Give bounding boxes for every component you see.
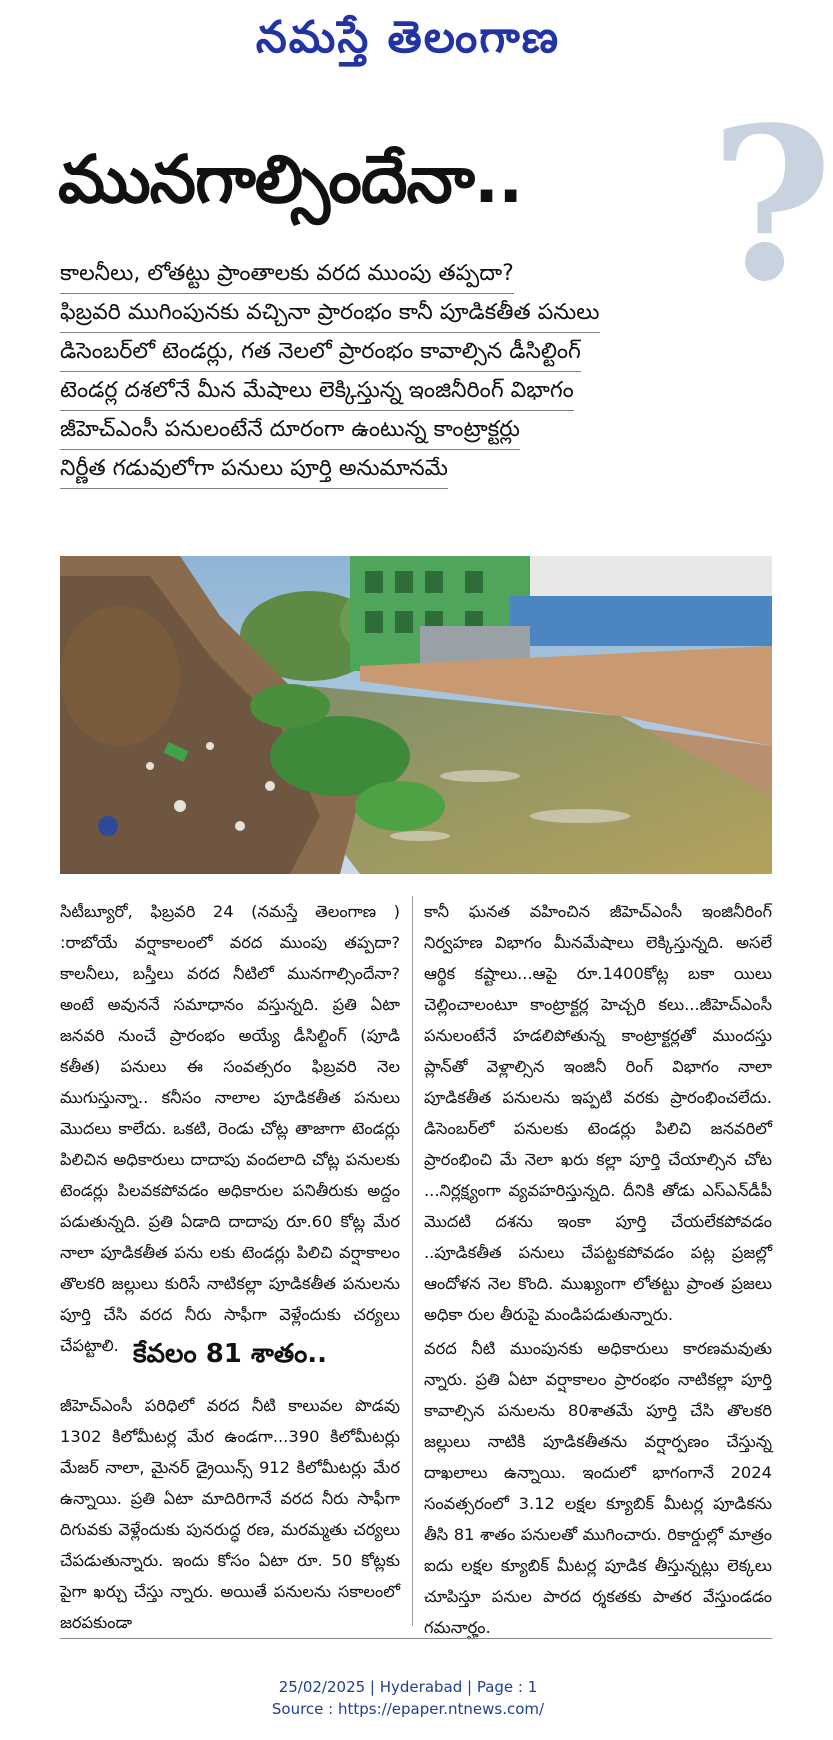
article-paragraph: కానీ ఘనత వహించిన జీహెచ్‌ఎంసీ ఇంజినీరింగ్ నిర్వహణ విభాగం మీనమేషాలు లెక్కిస్తున్నది. అసలే ఆర్థిక కష్టాలు...ఆపై రూ.1400కోట్ల బకా యిలు చెల్లించాలంటూ కాంట్రాక్టర్ల హెచ్చరి కలు...జీహెచ్‌ఎంసీ పనులంటేనే హడలిపోతున్న కాంట్రాక్టర్లతో ముందస్తు ప్లాన్‌తో వెళ్లాల్సిన ఇంజినీ రింగ్ విభాగం నాలా పూడికతీత పనులను ఇప్పటి వరకు ప్రారంభించలేదు. డిసెంబర్‌లో పనులకు టెండర్లు పిలిచి జనవరిలో ప్రారంభించి మే నెలా ఖరు కల్లా పూర్తి చేయాల్సిన చోట ...నిర్లక్ష్యంగా వ్యవహరిస్తున్నది. దీనికి తోడు ఎస్‌ఎన్‌డీపీ మొదటి దశను ఇంకా పూర్తి చేయలేకపోవడం ..పూడికతీత పనులు చేపట్టకపోవడం పట్ల ప్రజల్లో ఆందోళన నెల కొంది. ముఖ్యంగా లోతట్టు ప్రాంత ప్రజలు అధికా రుల తీరుపై మండిపడుతున్నారు. xyxy=(424,902,772,1324)
footer-divider xyxy=(60,1638,772,1639)
masthead: నమస్తే తెలంగాణ xyxy=(255,12,561,63)
headline: మునగాల్సిందేనా.. xyxy=(58,141,523,218)
article-paragraph: జీహెచ్‌ఎంసీ పరిధిలో వరద నీటి కాలువల పొడవు 1302 కిలోమీటర్ల మేర ఉండగా...390 కిలోమీటర్లు మేజర్ నాలా, మైనర్ డ్రైయిన్స్ 912 కిలోమీటర్లు మేర ఉన్నాయి. ప్రతి ఏటా మాదిరిగానే వరద నీరు సాఫీగా దిగువకు వెళ్లేందుకు పునరుద్ధ రణ, మరమ్మతు చర్యలు చేపడుతున్నారు. ఇందు కోసం ఏటా రూ. 50 కోట్లకు పైగా ఖర్చు చేస్తు న్నారు. అయితే పనులను సకాలంలో జరపకుండా xyxy=(60,1396,400,1632)
deck-line: జీహెచ్‌ఎంసీ పనులంటేనే దూరంగా ఉంటున్న కాంట్రాక్టర్లు xyxy=(60,411,520,450)
subheading: కేవలం 81 శాతం.. xyxy=(132,1339,328,1369)
canal-photo xyxy=(60,556,772,874)
article-column-right xyxy=(424,896,772,1330)
deck-line: డిసెంబర్‌లో టెండర్లు, గత నెలలో ప్రారంభం కావాల్సిన డీసిల్టింగ్ xyxy=(60,333,581,372)
deck-line: నిర్ణీత గడువులోగా పనులు పూర్తి అనుమానమే xyxy=(60,450,448,489)
column-divider xyxy=(412,896,413,1626)
article-paragraph: వరద నీటి ముంపునకు అధికారులు కారణమవుతు న్నారు. ప్రతి ఏటా వర్షాకాలం ప్రారంభం నాటికల్లా పూర్తి కావాల్సిన పనులను 80శాతమే పూర్తి చేసి తొలకరి జల్లులు నాటికి పూడికతీతను వర్షార్పణం చేస్తున్న దాఖలాలు ఉన్నాయి. ఇందులో భాగంగానే 2024 సంవత్సరంలో 3.12 లక్షల క్యూబిక్ మీటర్ల పూడికను తీసి 81 శాతం పనులతో ముగించారు. రికార్డుల్లో మాత్రం ఐదు లక్షల క్యూబిక్ మీటర్ల పూడిక తీస్తున్నట్లు లెక్కలు చూపిస్తూ పనుల పారద ర్శకతకు పాతర వేస్తుండడం గమనార్హం. xyxy=(424,1339,772,1637)
deck-line: టెండర్ల దశలోనే మీన మేషాలు లెక్కిస్తున్న ఇంజినీరింగ్ విభాగం xyxy=(60,372,574,411)
question-mark-graphic: ? xyxy=(710,81,833,328)
article-column-left-lower xyxy=(60,1390,400,1638)
article-paragraph: సిటీబ్యూరో, ఫిబ్రవరి 24 (నమస్తే తెలంగాణ ) :రాబోయే వర్షాకాలంలో వరద ముంపు తప్పదా? కాలనీలు, బస్తీలు వరద నీటిలో మునగాల్సిందేనా? అంటే అవుననే సమాధానం వస్తున్నది. ప్రతి ఏటా జనవరి నుంచే ప్రారంభం అయ్యే డీసిల్టింగ్ (పూడి కతీత) పనులు ఈ సంవత్సరం ఫిబ్రవరి నెల ముగుస్తున్నా.. కనీసం నాలాల పూడికతీత పనులు మొదలు కాలేదు. ఒకటి, రెండు చోట్ల తాజాగా టెండర్లు పిలిచిన అధికారులు దాదాపు వందలాది చోట్ల పనులకు టెండర్లు పిలవకపోవడం అధికారుల పనితీరుకు అద్దం పడుతున్నది. ప్రతి ఏడాది దాదాపు రూ.60 కోట్ల మేర నాలా పూడికతీత పను లకు టెండర్లు పిలిచి వర్షాకాలం తొలకరి జల్లులు కురిసే నాటికల్లా పూడికతీత పనులను పూర్తి చేసి వరద నీరు సాఫీగా వెళ్లేందుకు చర్యలు చేపట్టాలి. xyxy=(60,902,400,1355)
article-column-right-lower xyxy=(424,1333,772,1643)
edition-info: 25/02/2025 | Hyderabad | Page : 1 xyxy=(278,1678,538,1696)
deck-list xyxy=(60,255,760,489)
deck-line: కాలనీలు, లోతట్టు ప్రాంతాలకు వరద ముంపు తప్పదా? xyxy=(60,255,514,294)
deck-line: ఫిబ్రవరి ముగింపునకు వచ్చినా ప్రారంభం కానీ పూడికతీత పనులు xyxy=(60,294,600,333)
source-link[interactable]: Source : https://epaper.ntnews.com/ xyxy=(271,1700,545,1718)
article-column-left xyxy=(60,896,400,1361)
